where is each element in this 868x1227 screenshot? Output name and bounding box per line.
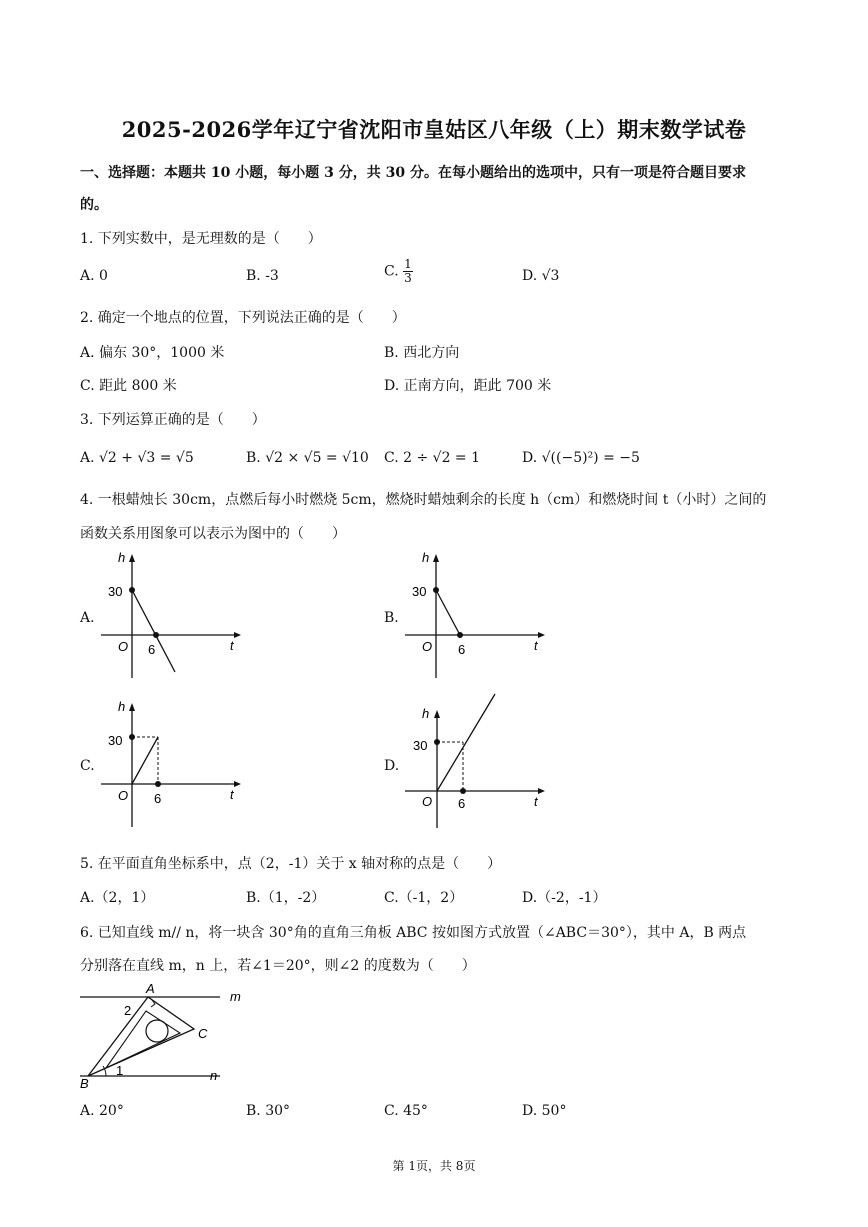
q6-stem-line1: 6. 已知直线 m// n，将一块含 30°角的直角三角板 ABC 按如图方式放置（∠ABC＝30°），其中 A，B 两点	[80, 925, 747, 941]
point-h30	[434, 739, 440, 745]
q4-option-a-label: A.	[80, 610, 95, 626]
x-axis-arrow	[234, 781, 241, 787]
point-t6	[155, 781, 161, 787]
point-h30	[129, 734, 135, 740]
h-axis-label: h	[118, 699, 126, 714]
page-title: 2025-2026学年辽宁省沈阳市皇姑区八年级（上）期末数学试卷	[121, 117, 747, 142]
q1-stem: 1. 下列实数中，是无理数的是（ ）	[80, 231, 322, 247]
q2-option-a: A. 偏东 30°，1000 米	[80, 345, 225, 361]
q3-option-a: A. √2 + √3 = √5	[80, 450, 194, 466]
q4-option-c-label: C.	[80, 758, 95, 774]
q2-option-d: D. 正南方向，距此 700 米	[384, 378, 552, 394]
x-axis-arrow	[234, 632, 241, 638]
point-c-label: C	[198, 1026, 208, 1041]
q4-stem-line1: 4. 一根蜡烛长 30cm，点燃后每小时燃烧 5cm，燃烧时蜡烛剩余的长度 h（cm）和燃烧时间 t（小时）之间的	[80, 492, 767, 508]
q1-option-c-prefix: C.	[384, 263, 399, 280]
function-line	[437, 694, 495, 791]
q5-stem: 5. 在平面直角坐标系中，点（2，-1）关于 x 轴对称的点是（ ）	[80, 856, 502, 872]
q3-stem: 3. 下列运算正确的是（ ）	[80, 412, 266, 428]
q6-option-c: C. 45°	[384, 1103, 428, 1119]
q1-option-d: D. √3	[522, 268, 560, 284]
q6-figure	[76, 980, 256, 1092]
h-axis-label: h	[422, 706, 430, 721]
q5-option-c: C.（-1，2）	[384, 890, 464, 906]
q1-option-b: B. -3	[246, 268, 279, 284]
line-n-label: n	[210, 1068, 218, 1083]
point-h30	[433, 587, 439, 593]
angle-1-label: 1	[116, 1063, 124, 1078]
value-30-label: 30	[412, 584, 427, 599]
point-t6	[153, 632, 159, 638]
q4-graph-d	[400, 690, 550, 830]
t-axis-label: t	[534, 794, 538, 809]
page-footer: 第 1页，共 8页	[392, 1159, 476, 1173]
origin-label: O	[118, 639, 129, 654]
x-axis-arrow	[538, 632, 545, 638]
point-h30	[129, 587, 135, 593]
y-axis-arrow	[129, 703, 135, 711]
q2-stem: 2. 确定一个地点的位置，下列说法正确的是（ ）	[80, 310, 406, 326]
value-30-label: 30	[108, 733, 123, 748]
q4-graph-a	[96, 548, 246, 683]
section-heading-line1: 一、选择题：本题共 10 小题，每小题 3 分，共 30 分。在每小题给出的选项中，只有一项是符合题目要求	[80, 165, 746, 181]
triangle-hole	[146, 1020, 168, 1042]
value-6-label: 6	[458, 796, 466, 811]
q4-option-b-label: B.	[384, 610, 399, 626]
line-m-label: m	[230, 989, 241, 1004]
q2-option-c: C. 距此 800 米	[80, 378, 177, 394]
t-axis-label: t	[534, 638, 538, 653]
value-30-label: 30	[413, 738, 428, 753]
point-t6	[460, 788, 466, 794]
q6-option-b: B. 30°	[246, 1103, 291, 1119]
y-axis-arrow	[129, 554, 135, 562]
q6-option-d: D. 50°	[522, 1103, 567, 1119]
q2-option-b: B. 西北方向	[384, 345, 460, 361]
x-axis-arrow	[538, 788, 545, 794]
q6-option-a: A. 20°	[80, 1103, 124, 1119]
y-axis-arrow	[434, 710, 440, 718]
value-6-label: 6	[154, 791, 162, 806]
value-6-label: 6	[458, 642, 466, 657]
q1-option-c-fraction	[403, 258, 413, 285]
value-30-label: 30	[108, 584, 123, 599]
origin-label: O	[422, 639, 433, 654]
q4-option-d-label: D.	[384, 758, 400, 774]
q1-option-a: A. 0	[80, 268, 108, 284]
q1-option-c	[384, 258, 413, 285]
point-t6	[457, 632, 463, 638]
fraction-numerator: 1	[404, 257, 412, 271]
origin-label: O	[422, 794, 433, 809]
outer-triangle	[88, 997, 194, 1076]
value-6-label: 6	[148, 642, 156, 657]
t-axis-label: t	[230, 787, 234, 802]
section-heading-line2: 的。	[80, 197, 108, 213]
q3-option-d: D. √((−5)²) = −5	[522, 450, 640, 466]
function-line	[132, 590, 175, 672]
angle-2-label: 2	[124, 1003, 132, 1018]
q5-option-a: A.（2，1）	[80, 890, 155, 906]
q3-option-b: B. √2 × √5 = √10	[246, 450, 369, 466]
point-b-label: B	[80, 1076, 89, 1091]
y-axis-arrow	[433, 554, 439, 562]
q4-graph-b	[400, 548, 550, 683]
q5-option-b: B.（1，-2）	[246, 890, 326, 906]
origin-label: O	[118, 788, 129, 803]
h-axis-label: h	[422, 550, 430, 565]
h-axis-label: h	[118, 550, 126, 565]
point-a-label: A	[146, 981, 155, 996]
q3-option-c: C. 2 ÷ √2 = 1	[384, 450, 481, 466]
q6-stem-line2: 分别落在直线 m，n 上，若∠1＝20°，则∠2 的度数为（ ）	[80, 958, 476, 974]
q4-graph-c	[96, 697, 246, 832]
fraction-denominator: 3	[404, 271, 412, 285]
function-segment	[436, 590, 460, 635]
function-segment	[132, 737, 158, 784]
angle-1-arc	[103, 1066, 106, 1076]
t-axis-label: t	[230, 638, 234, 653]
q5-option-d: D.（-2，-1）	[522, 890, 607, 906]
q4-stem-line2: 函数关系用图象可以表示为图中的（ ）	[80, 526, 346, 542]
